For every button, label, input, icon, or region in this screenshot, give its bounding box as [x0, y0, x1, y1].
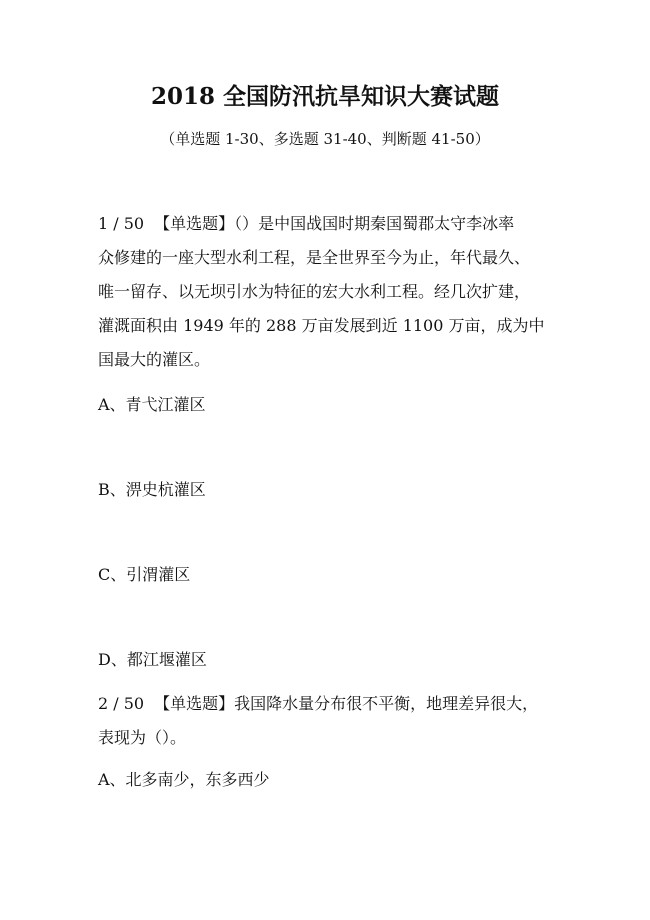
question-2: [98, 687, 568, 755]
question-text: 众修建的一座大型水利工程，是全世界至今为止，年代最久、: [98, 248, 531, 267]
question-number: 1 / 50: [98, 214, 145, 233]
option-a: A、青弋江灌区: [98, 395, 206, 414]
question-number: 2 / 50: [98, 694, 145, 713]
option-c: C、引渭灌区: [98, 565, 191, 584]
option-b: B、淠史杭灌区: [98, 480, 206, 499]
question-2-line-1: [98, 687, 568, 721]
question-text: （）是中国战国时期秦国蜀郡太守李冰率: [234, 214, 515, 233]
question-text: 灌溉面积由 1949 年的 288 万亩发展到近 1100 万亩，成为中: [98, 316, 545, 335]
option-a: A、北多南少，东多西少: [98, 770, 270, 789]
question-text: 国最大的灌区。: [98, 350, 211, 369]
question-1: [98, 207, 568, 377]
option-d: D、都江堰灌区: [98, 650, 207, 669]
question-text: 我国降水量分布很不平衡，地理差异很大，: [234, 694, 539, 713]
question-type: 【单选题】: [154, 214, 235, 233]
question-type: 【单选题】: [154, 694, 235, 713]
question-1-line-1: [98, 207, 568, 241]
document-title: 2018 全国防汛抗旱知识大赛试题: [150, 83, 500, 110]
document-subtitle: （单选题 1-30、多选题 31-40、判断题 41-50）: [160, 130, 490, 148]
question-text: 唯一留存、以无坝引水为特征的宏大水利工程。经几次扩建，: [98, 282, 531, 301]
question-text: 表现为（）。: [98, 728, 187, 747]
